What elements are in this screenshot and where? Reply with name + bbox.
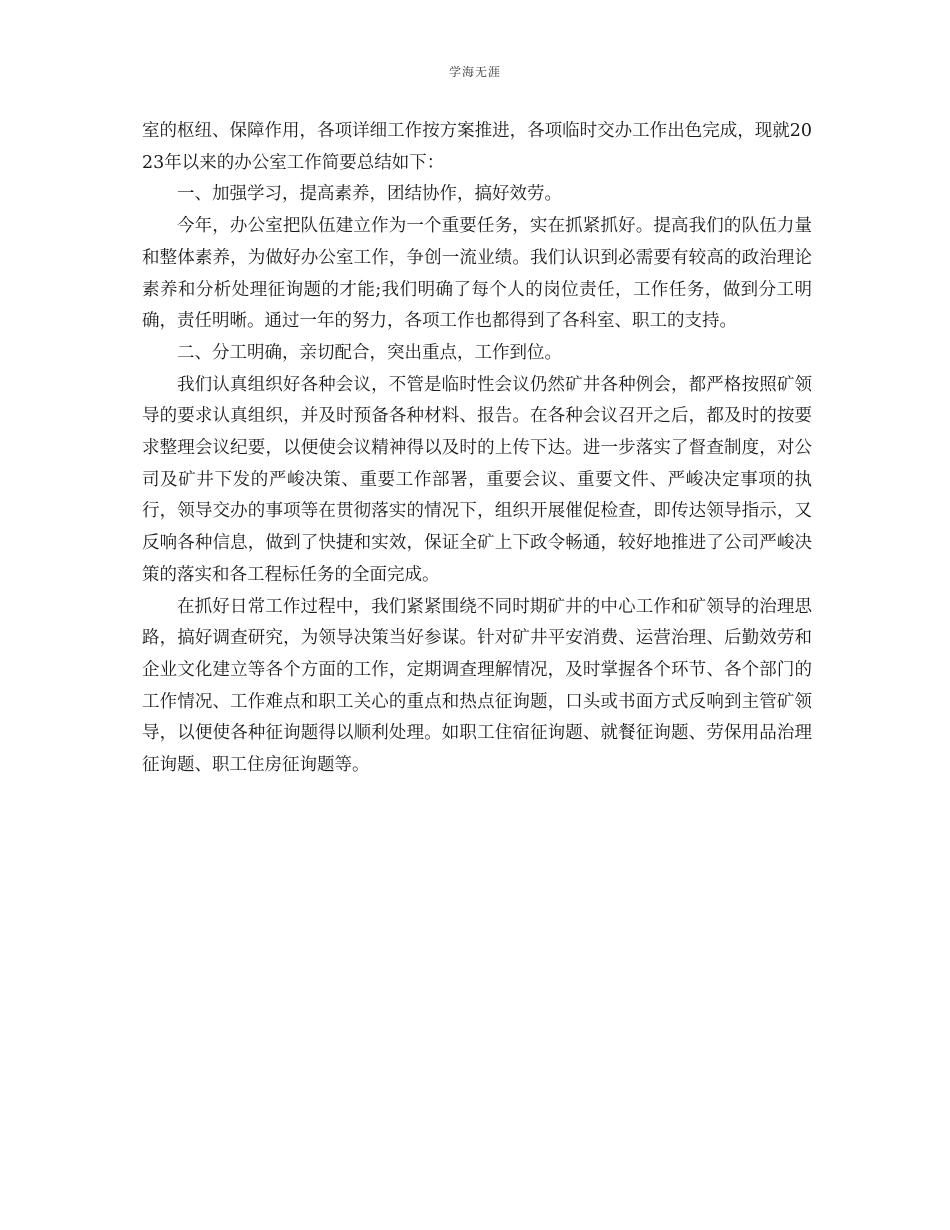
document-body [142, 116, 812, 782]
paragraph-meetings: 我们认真组织好各种会议，不管是临时性会议仍然矿井各种例会，都严格按照矿领导的要求认真组织，并及时预备各种材料、报告。在各种会议召开之后，都及时的按要求整理会议纪要，以便使会议精神得以及时的上传下达。进一步落实了督查制度，对公司及矿井下发的严峻决策、重要工作部署，重要会议、重要文件、严峻决定事项的执行，领导交办的事项等在贯彻落实的情况下，组织开展催促检查，即传达领导指示，又反响各种信息，做到了快捷和实效，保证全矿上下政令畅通，较好地推进了公司严峻决策的落实和各工程标任务的全面完成。 [142, 374, 812, 585]
paragraph-daily-work: 在抓好日常工作过程中，我们紧紧围绕不同时期矿井的中心工作和矿领导的治理思路，搞好调查研究，为领导决策当好参谋。针对矿井平安消费、运营治理、后勤效劳和企业文化建立等各个方面的工作，定期调查理解情况，及时掌握各个环节、各个部门的工作情况、工作难点和职工关心的重点和热点征询题，口头或书面方式反响到主管矿领导，以便使各种征询题得以顺利处理。如职工住宿征询题、就餐征询题、劳保用品治理征询题、职工住房征询题等。 [142, 596, 812, 776]
page-header: 学海无涯 [448, 65, 501, 79]
paragraph-team-building: 今年，办公室把队伍建立作为一个重要任务，实在抓紧抓好。提高我们的队伍力量和整体素养，为做好办公室工作，争创一流业绩。我们认识到必需要有较高的政治理论素养和分析处理征询题的才能;我们明确了每个人的岗位责任，工作任务，做到分工明确，责任明晰。通过一年的努力，各项工作也都得到了各科室、职工的支持。 [142, 216, 812, 332]
paragraph-continuation: 室的枢纽、保障作用，各项详细工作按方案推进，各项临时交办工作出色完成，现就2023年以来的办公室工作简要总结如下： [142, 121, 812, 173]
section-heading-1: 一、加强学习，提高素养，团结协作，搞好效劳。 [177, 184, 562, 205]
section-heading-2: 二、分工明确，亲切配合，突出重点，工作到位。 [177, 342, 562, 363]
